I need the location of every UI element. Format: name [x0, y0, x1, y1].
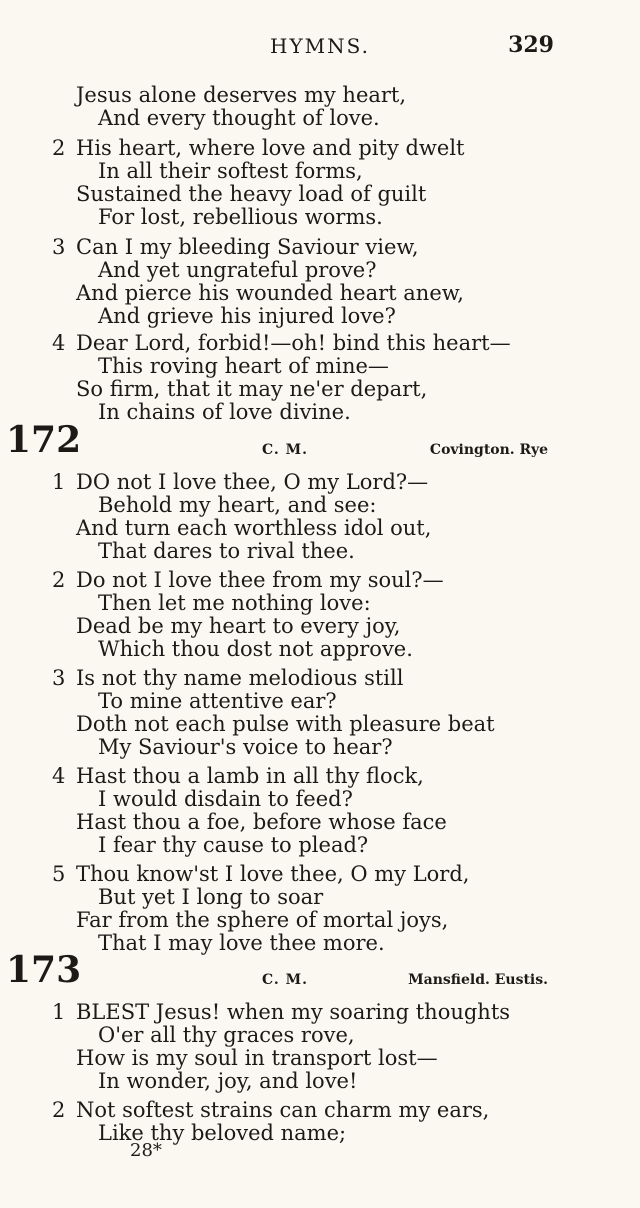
- verse-line: I fear thy cause to plead?: [98, 833, 369, 857]
- verse-line: In wonder, joy, and love!: [98, 1069, 358, 1093]
- verse-line: That I may love thee more.: [98, 931, 385, 955]
- verse-number: 2: [52, 1098, 66, 1122]
- verse-line: Do not I love thee from my soul?—: [76, 568, 444, 592]
- verse-line: And grieve his injured love?: [98, 304, 396, 328]
- verse-line: His heart, where love and pity dwelt: [76, 136, 465, 160]
- verse-line: DO not I love thee, O my Lord?—: [76, 470, 429, 494]
- page-header: [0, 34, 640, 64]
- page-number: 329: [508, 32, 554, 58]
- verse-line: Hast thou a foe, before whose face: [76, 810, 447, 834]
- verse-line: BLEST Jesus! when my soaring thoughts: [76, 1000, 511, 1024]
- hymn-number: 172: [6, 419, 82, 461]
- verse-line: This roving heart of mine—: [98, 354, 389, 378]
- verse-line: Hast thou a lamb in all thy flock,: [76, 764, 424, 788]
- tune-names: Mansfield. Eustis.: [408, 972, 548, 988]
- verse-line: Jesus alone deserves my heart,: [76, 83, 407, 107]
- verse-line: And turn each worthless idol out,: [76, 516, 432, 540]
- tune-names: Covington. Rye: [429, 442, 548, 458]
- verse-line: And yet ungrateful prove?: [98, 258, 377, 282]
- verse-line: Dead be my heart to every joy,: [76, 614, 401, 638]
- verse-line: Thou know'st I love thee, O my Lord,: [76, 862, 470, 886]
- signature-mark: 28*: [130, 1140, 162, 1161]
- verse-line: Can I my bleeding Saviour view,: [76, 235, 419, 259]
- verse-line: In all their softest forms,: [98, 159, 363, 183]
- verse-line: And pierce his wounded heart anew,: [76, 281, 464, 305]
- verse-line: Doth not each pulse with pleasure beat: [76, 712, 495, 736]
- hymn-number: 173: [6, 949, 82, 991]
- meter: C. M.: [262, 972, 309, 988]
- verse-line: I would disdain to feed?: [98, 787, 353, 811]
- verse-line: Then let me nothing love:: [98, 591, 371, 615]
- verse-line: Behold my heart, and see:: [98, 493, 377, 517]
- verse-line: O'er all thy graces rove,: [98, 1023, 355, 1047]
- verse-line: Sustained the heavy load of guilt: [76, 182, 427, 206]
- verse-line: Dear Lord, forbid!—oh! bind this heart—: [76, 331, 511, 355]
- verse-number: 2: [52, 136, 66, 160]
- verse-number: 3: [52, 235, 66, 259]
- running-title: HYMNS.: [270, 34, 370, 58]
- verse-line: How is my soul in transport lost—: [76, 1046, 438, 1070]
- verse-line: For lost, rebellious worms.: [98, 205, 383, 229]
- verse-line: Like thy beloved name;: [98, 1121, 347, 1145]
- verse-line: My Saviour's voice to hear?: [98, 735, 393, 759]
- verse-line: Far from the sphere of mortal joys,: [76, 908, 449, 932]
- verse-number: 4: [52, 764, 66, 788]
- verse-line: So firm, that it may ne'er depart,: [76, 377, 428, 401]
- verse-number: 2: [52, 568, 66, 592]
- verse-line: Is not thy name melodious still: [76, 666, 404, 690]
- verse-line: But yet I long to soar: [98, 885, 324, 909]
- verse-number: 1: [52, 470, 66, 494]
- verse-line: And every thought of love.: [98, 106, 380, 130]
- meter: C. M.: [262, 442, 309, 458]
- verse-number: 3: [52, 666, 66, 690]
- verse-line: In chains of love divine.: [98, 400, 351, 424]
- verse-line: Not softest strains can charm my ears,: [76, 1098, 490, 1122]
- verse-number: 5: [52, 862, 66, 886]
- verse-line: To mine attentive ear?: [98, 689, 337, 713]
- verse-number: 4: [52, 331, 66, 355]
- verse-line: That dares to rival thee.: [98, 539, 355, 563]
- verse-line: Which thou dost not approve.: [98, 637, 413, 661]
- verse-number: 1: [52, 1000, 66, 1024]
